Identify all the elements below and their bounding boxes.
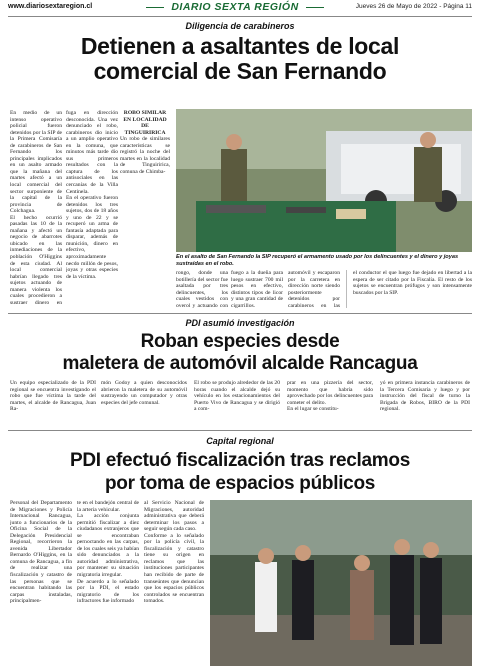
story1-headline-2: comercial de San Fernando (93, 58, 387, 84)
story3-col1: Personal del Departamento de Migraciones y Policía Internacional Rancagua, junto a funcionarios de la Oficina Social de la Delegación Presidencial Regional, recorrieron la avenida Libertador Bernardo O'Higgins, en la comuna de Rancagua, a fin de realizar una fiscalización y catastro de las personas que se encuentran habitando las carpas instaladas, principalmen- (10, 500, 72, 605)
story3-kicker: Capital regional (206, 436, 274, 446)
story2-col2: món Godoy a quien desconocidos abrieron la maletera de su automóvil sustrayendo un computador y otras especies del jefe comunal. (101, 380, 187, 406)
story2-col3: El robo se produjo alrededor de las 20 horas cuando el alcalde dejó su vehículo en los estacionamientos del Puerto Vivo de Rancagua y se dirigió a com- (194, 380, 280, 413)
story1-col2: fuga en dirección desconocida. Una vez denunciado el robo, carabineros dio inicio a un amplio operativo en la comuna, que minutos más tarde dio sus primeros resultados con la captura de los antisociales en las cercanías de la Villa Centinela. En el operativo fueron detenidos los tres sujetos, dos de 18 años y uno de 22 y se recuperó un arma de fantasía adaptada para disparar, además de munición, dinero en efectivo, aproximadamente necdo millón de pesos, joyas y otras especies de la víctima. (66, 110, 118, 280)
police-photo-illustration (176, 109, 472, 252)
story3-photo (210, 500, 472, 666)
story2-col1: Un equipo especializado de la PDI regional se encuentra investigando el robo que fue víctima la tarde del martes, el alcalde de Rancagua, Juan Ra- (10, 380, 96, 413)
story-divider-1 (8, 313, 472, 314)
story3-col2: te en el bandejón central de la arteria vehicular. La acción conjunta permitió fiscalizar a diez ciudadanos extranjeros que se encontraban pernoctando en las carpas, de los cuales seis ya habían sido denunciados a la autoridad administrativa, por mantener su situación migratoria irregular. De acuerdo a lo señalado por la PDI, el estado migratorio de los infractores fue informado (77, 500, 139, 605)
story1-col5: automóvil y escaparon por la carretera en dirección norte siendo posteriormente detenidos por carabineros en las (288, 270, 340, 308)
header-rule (8, 16, 472, 17)
story1-col2-cont (120, 110, 170, 310)
story1-col6: el conductor el que luego fue dejado en libertad a la espera de ser citado por la Fiscalía. El resto de los sujetos se encuentran prófugos y son intensamente buscados por la SIP. (346, 270, 472, 308)
story1-subheading: ROBO SIMILAR EN LOCALIDAD DE TINGUIRIRICA (123, 110, 167, 136)
story1-col3: rongo, donde una botillería del sector fue asaltada por tres delincuentes, los cuales vestidos con overol y actuando con (176, 270, 228, 308)
story1-kicker: Diligencia de carabineros (185, 21, 295, 31)
story1-col4: fuego a la dueña para luego sustraer 700 mil pesos en efectivo, distintos tipos de licor y una gran cantidad de cigarrillos. (231, 270, 283, 308)
story2-kicker: PDI asumió investigación (185, 318, 295, 328)
story1-col1: En medio de un intenso operativo policial fueron detenidos por la SIP de la Primera Comisaría de carabineros de San Fernando los principales implicados en un asalto armado que la mañana del martes afectó a un local comercial del sector surponiente de la capital de la provincia de Colchagua. El hecho ocurrió pasadas las 10 de la mañana y afectó un negocio de abarrotes ubicado en las inmediaciones de la población O'Higgins de esta ciudad. Al local comercial habrían llegado tres sujetos actuando de manera violenta los cuales procedieron a sustraer dinero en (10, 110, 62, 306)
story-divider-2 (8, 430, 472, 431)
date-page: Jueves 26 de Mayo de 2022 - Página 11 (355, 3, 472, 10)
story3-headline-1: PDI efectuó fiscalización tras reclamos (70, 450, 410, 471)
story2-headline-2: maletera de automóvil alcalde Rancagua (62, 353, 418, 374)
story2-col5: yó en primera instancia carabineros de la Tercera Comisaría y luego y por instrucción del fiscal de turno la Brigada de Robos, BIRO de la PDI regional. (380, 380, 470, 413)
page-header (0, 0, 480, 16)
story1-caption: En el asalto de San Fernando la SIP recuperó el armamento usado por los delincuentes y el dinero y joyas sustraídas en el robo. (176, 254, 459, 267)
story3-col3: al Servicio Nacional de Migraciones, autoridad administrativa que deberá determinar los pasos a seguir según cada caso. Conforme a lo señalado por la policía civil, la fiscalización y catastro tiene su origen en reclamos que las instituciones participantes han recibido de parte de transeúntes que denuncian que los espacios públicos controlados se encuentran tomados. (144, 500, 204, 605)
story1-col2b: Un robo de similares características se registró la noche del martes en la localidad de Tinguiririca, comuna de Chimba- (120, 136, 170, 175)
masthead: DIARIO SEXTA REGIÓN (150, 1, 320, 13)
story1-photo (176, 109, 472, 252)
story2-col4: prar en una pizzería del sector, momento que habría sido aprovechado por los delincuentes para cometer el delito. En el lugar se constitu- (287, 380, 373, 413)
story3-headline-2: por toma de espacios públicos (104, 473, 376, 494)
website-url[interactable]: www.diariosextaregion.cl (8, 3, 93, 10)
story1-headline-1: Detienen a asaltantes de local (80, 33, 400, 59)
story2-headline-1: Roban especies desde (140, 331, 340, 352)
pdi-officers-photo-illustration (210, 500, 472, 666)
